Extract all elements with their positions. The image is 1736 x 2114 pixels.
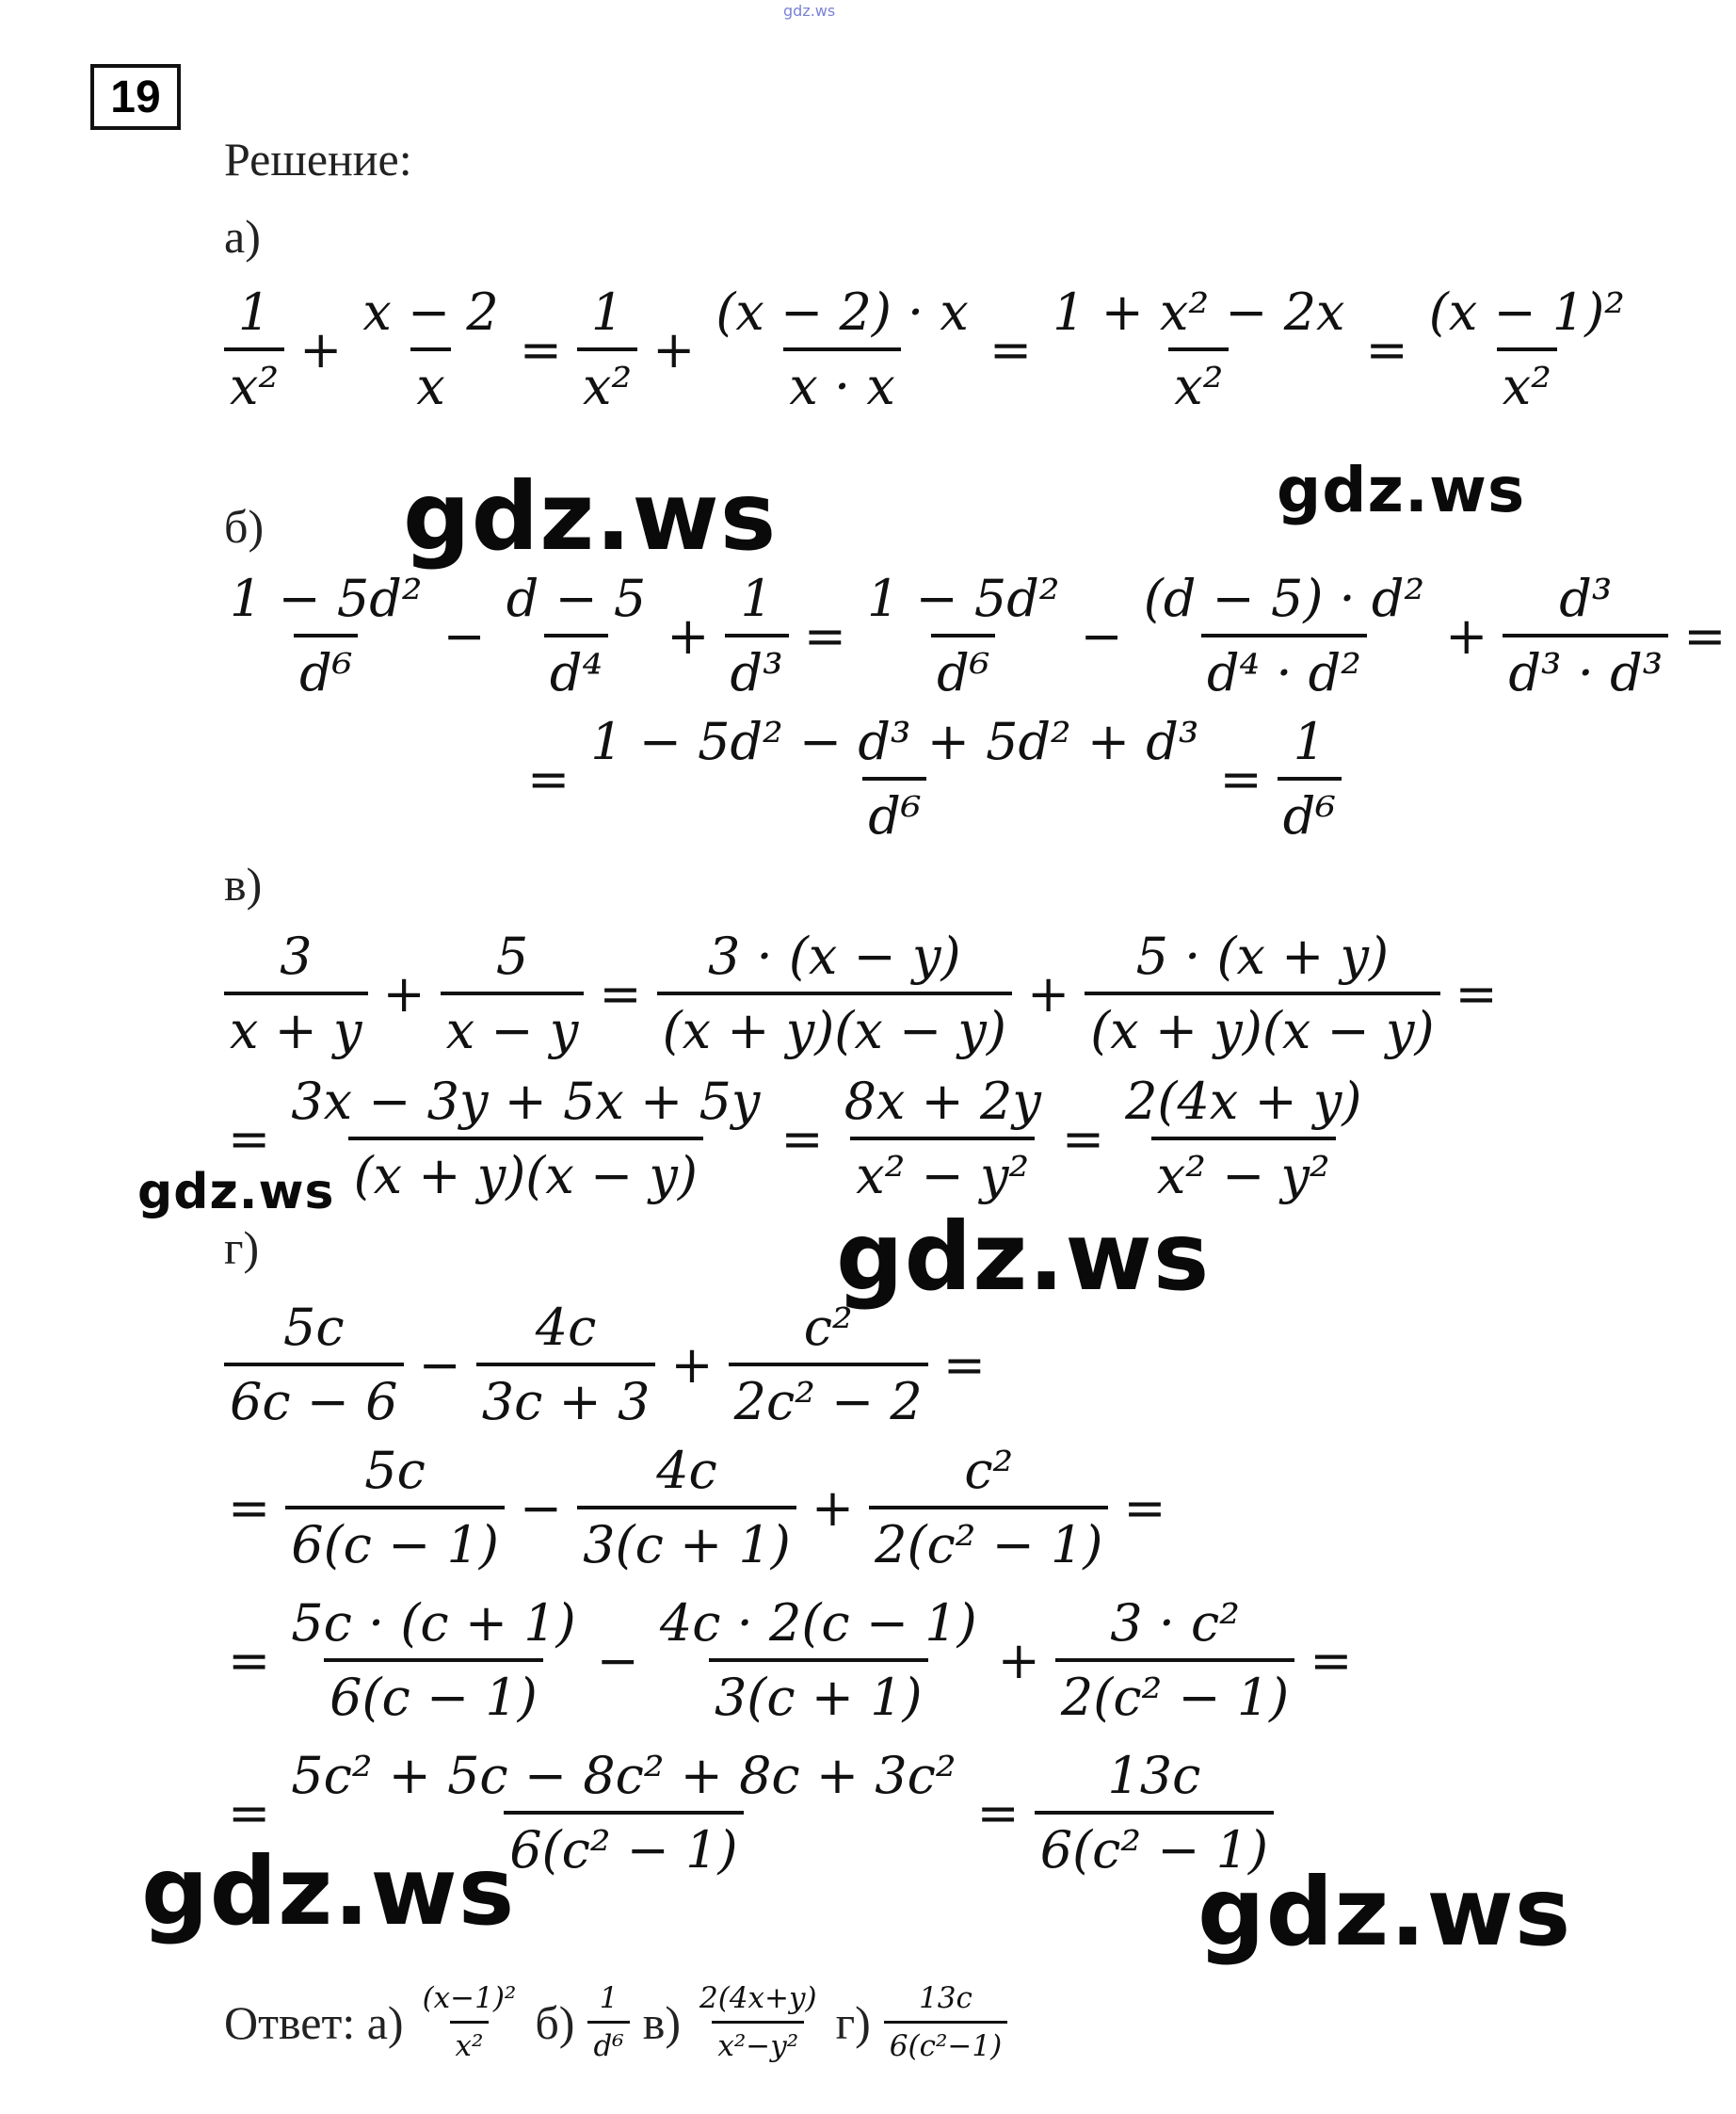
- fraction: [1278, 712, 1342, 846]
- denominator: (x + y)(x − y): [1085, 992, 1439, 1060]
- numerator: 1 − 5d²: [230, 569, 423, 628]
- fraction: [577, 282, 637, 416]
- math-operator: =: [228, 1108, 271, 1169]
- part-a-equation: [218, 282, 1636, 416]
- watermark: gdz.ws: [403, 461, 778, 572]
- part-v-equation-line2: [218, 1072, 1373, 1205]
- answer-g-fraction: [884, 1981, 1007, 2063]
- denominator: x²: [1497, 347, 1557, 416]
- watermark: gdz.ws: [836, 1202, 1211, 1312]
- numerator: 2(4x + y): [1125, 1072, 1362, 1131]
- part-b-equation-line1: [218, 569, 1736, 702]
- fraction: [577, 1441, 796, 1574]
- fraction: [1047, 282, 1350, 416]
- part-v-label: в): [224, 858, 263, 911]
- numerator: 1 − 5d² − d³ + 5d² + d³: [590, 712, 1199, 771]
- math-operator: +: [652, 319, 696, 379]
- numerator: x − 2: [362, 282, 499, 342]
- math-operator: =: [527, 749, 571, 809]
- math-operator: +: [670, 1334, 714, 1395]
- math-operator: +: [997, 1630, 1040, 1690]
- fraction: [285, 1593, 581, 1727]
- fraction: [1503, 569, 1668, 702]
- part-a-label: а): [224, 210, 261, 263]
- numerator: 5c · (c + 1): [291, 1593, 576, 1653]
- denominator: 3(c + 1): [577, 1506, 796, 1574]
- numerator: 13c: [919, 1981, 972, 2015]
- denominator: x − y: [441, 992, 585, 1060]
- denominator: x²: [450, 2021, 490, 2063]
- numerator: 4c: [656, 1441, 717, 1500]
- solution-heading: Решение:: [224, 133, 412, 186]
- fraction: [657, 927, 1012, 1060]
- numerator: 8x + 2y: [844, 1072, 1041, 1131]
- math-operator: =: [1123, 1477, 1166, 1538]
- fraction: [729, 1298, 928, 1431]
- denominator: d⁶: [1278, 777, 1342, 846]
- part-g-equation-line2: [218, 1441, 1176, 1574]
- denominator: 6c − 6: [224, 1363, 404, 1431]
- watermark: gdz.ws: [137, 1164, 335, 1220]
- fraction: [585, 712, 1204, 846]
- math-operator: +: [811, 1477, 855, 1538]
- numerator: (x−1)²: [422, 1981, 517, 2015]
- numerator: 1: [237, 282, 271, 342]
- math-operator: =: [228, 1477, 271, 1538]
- fraction: [1085, 927, 1439, 1060]
- watermark: gdz.ws: [1198, 1857, 1572, 1967]
- numerator: 1: [599, 1981, 619, 2015]
- numerator: 5 · (x + y): [1135, 927, 1390, 986]
- math-operator: =: [976, 1783, 1020, 1843]
- fraction: [285, 1441, 505, 1574]
- fraction: [861, 569, 1066, 702]
- part-g-equation-line3: [218, 1593, 1362, 1727]
- denominator: 2(c² − 1): [1055, 1658, 1294, 1727]
- math-operator: =: [1310, 1630, 1353, 1690]
- math-operator: +: [1445, 605, 1488, 666]
- math-operator: =: [1455, 963, 1498, 1024]
- numerator: 4c: [535, 1298, 597, 1357]
- denominator: d³ · d³: [1503, 634, 1668, 702]
- math-operator: =: [228, 1630, 271, 1690]
- denominator: x · x: [783, 347, 900, 416]
- numerator: 1: [1293, 712, 1326, 771]
- fraction: [285, 1072, 765, 1205]
- fraction: [224, 569, 428, 702]
- numerator: 3 · (x − y): [708, 927, 961, 986]
- denominator: x² − y²: [850, 1137, 1035, 1205]
- numerator: 13c: [1107, 1746, 1201, 1805]
- denominator: d³: [725, 634, 789, 702]
- denominator: 6(c² − 1): [504, 1811, 743, 1880]
- fraction: [1138, 569, 1430, 702]
- fraction: [1119, 1072, 1367, 1205]
- denominator: x + y: [224, 992, 368, 1060]
- denominator: d⁶: [587, 2021, 629, 2063]
- numerator: 5c² + 5c − 8c² + 8c + 3c²: [291, 1746, 956, 1805]
- denominator: x²: [1168, 347, 1229, 416]
- math-operator: =: [780, 1108, 824, 1169]
- part-g-equation-line1: [218, 1298, 995, 1431]
- fraction: [725, 569, 789, 702]
- numerator: (d − 5) · d²: [1143, 569, 1425, 628]
- denominator: d⁶: [294, 634, 358, 702]
- denominator: x²−y²: [712, 2021, 804, 2063]
- problem-number: 19: [90, 64, 181, 130]
- numerator: c²: [803, 1298, 853, 1357]
- math-operator: −: [519, 1477, 563, 1538]
- math-operator: =: [1683, 605, 1727, 666]
- fraction: [1055, 1593, 1294, 1727]
- math-operator: =: [228, 1783, 271, 1843]
- fraction: [839, 1072, 1047, 1205]
- numerator: 1: [590, 282, 624, 342]
- answer-b-label: б): [535, 1995, 575, 2049]
- answer-line: [224, 1981, 1013, 2063]
- part-g-label: г): [224, 1221, 260, 1274]
- denominator: x²: [577, 347, 637, 416]
- numerator: 1: [740, 569, 773, 628]
- math-operator: =: [1365, 319, 1408, 379]
- denominator: 2c² − 2: [729, 1363, 928, 1431]
- numerator: 1 − 5d²: [866, 569, 1060, 628]
- denominator: 3(c + 1): [709, 1658, 928, 1727]
- math-operator: +: [299, 319, 343, 379]
- numerator: 5c: [282, 1298, 345, 1357]
- answer-v-label: в): [642, 1995, 681, 2049]
- numerator: d − 5: [506, 569, 647, 628]
- denominator: d⁶: [862, 777, 926, 846]
- math-operator: =: [1219, 749, 1262, 809]
- answer-v-fraction: [694, 1981, 823, 2063]
- math-operator: −: [418, 1334, 461, 1395]
- numerator: 3 · c²: [1110, 1593, 1240, 1653]
- part-v-equation-line1: [218, 927, 1507, 1060]
- denominator: (x + y)(x − y): [348, 1137, 703, 1205]
- math-operator: +: [667, 605, 710, 666]
- answer-g-label: г): [835, 1995, 871, 2049]
- part-b-label: б): [224, 500, 265, 553]
- fraction: [224, 927, 368, 1060]
- math-operator: =: [519, 319, 562, 379]
- math-operator: =: [989, 319, 1033, 379]
- math-operator: +: [382, 963, 426, 1024]
- fraction: [224, 282, 284, 416]
- numerator: d³: [1559, 569, 1613, 628]
- fraction: [224, 1298, 404, 1431]
- math-operator: =: [599, 963, 642, 1024]
- fraction: [710, 282, 973, 416]
- numerator: 5: [495, 927, 529, 986]
- math-operator: −: [1080, 605, 1123, 666]
- numerator: 1 + x² − 2x: [1053, 282, 1345, 342]
- math-operator: =: [942, 1334, 987, 1395]
- numerator: c²: [964, 1441, 1014, 1500]
- answer-a-fraction: [417, 1981, 522, 2063]
- numerator: (x − 2) · x: [715, 282, 969, 342]
- math-operator: =: [1061, 1108, 1105, 1169]
- denominator: 6(c − 1): [324, 1658, 543, 1727]
- numerator: 4c · 2(c − 1): [659, 1593, 977, 1653]
- numerator: 3x − 3y + 5x + 5y: [291, 1072, 761, 1131]
- numerator: 5c: [364, 1441, 426, 1500]
- watermark: gdz.ws: [141, 1836, 516, 1946]
- math-operator: +: [1026, 963, 1070, 1024]
- fraction: [1423, 282, 1631, 416]
- numerator: 3: [280, 927, 313, 986]
- denominator: x²: [224, 347, 284, 416]
- denominator: d⁴: [544, 634, 608, 702]
- denominator: x: [410, 347, 450, 416]
- numerator: (x − 1)²: [1428, 282, 1625, 342]
- answer-label: Ответ: а): [224, 1995, 404, 2049]
- denominator: 6(c² − 1): [1035, 1811, 1274, 1880]
- fraction: [441, 927, 585, 1060]
- fraction: [476, 1298, 656, 1431]
- denominator: 6(c²−1): [884, 2021, 1007, 2063]
- math-operator: =: [803, 605, 846, 666]
- denominator: 2(c² − 1): [869, 1506, 1108, 1574]
- top-watermark: gdz.ws: [783, 2, 836, 20]
- denominator: (x + y)(x − y): [657, 992, 1012, 1060]
- denominator: d⁶: [931, 634, 995, 702]
- math-operator: −: [442, 605, 486, 666]
- denominator: d⁴ · d²: [1201, 634, 1367, 702]
- answer-b-fraction: [587, 1981, 629, 2063]
- fraction: [654, 1593, 983, 1727]
- part-b-equation-line2: [518, 712, 1347, 846]
- denominator: 6(c − 1): [285, 1506, 505, 1574]
- denominator: 3c + 3: [476, 1363, 656, 1431]
- watermark: gdz.ws: [1277, 454, 1526, 526]
- fraction: [357, 282, 504, 416]
- fraction: [501, 569, 652, 702]
- fraction: [869, 1441, 1108, 1574]
- math-operator: −: [596, 1630, 639, 1690]
- denominator: x² − y²: [1151, 1137, 1336, 1205]
- numerator: 2(4x+y): [699, 1981, 817, 2015]
